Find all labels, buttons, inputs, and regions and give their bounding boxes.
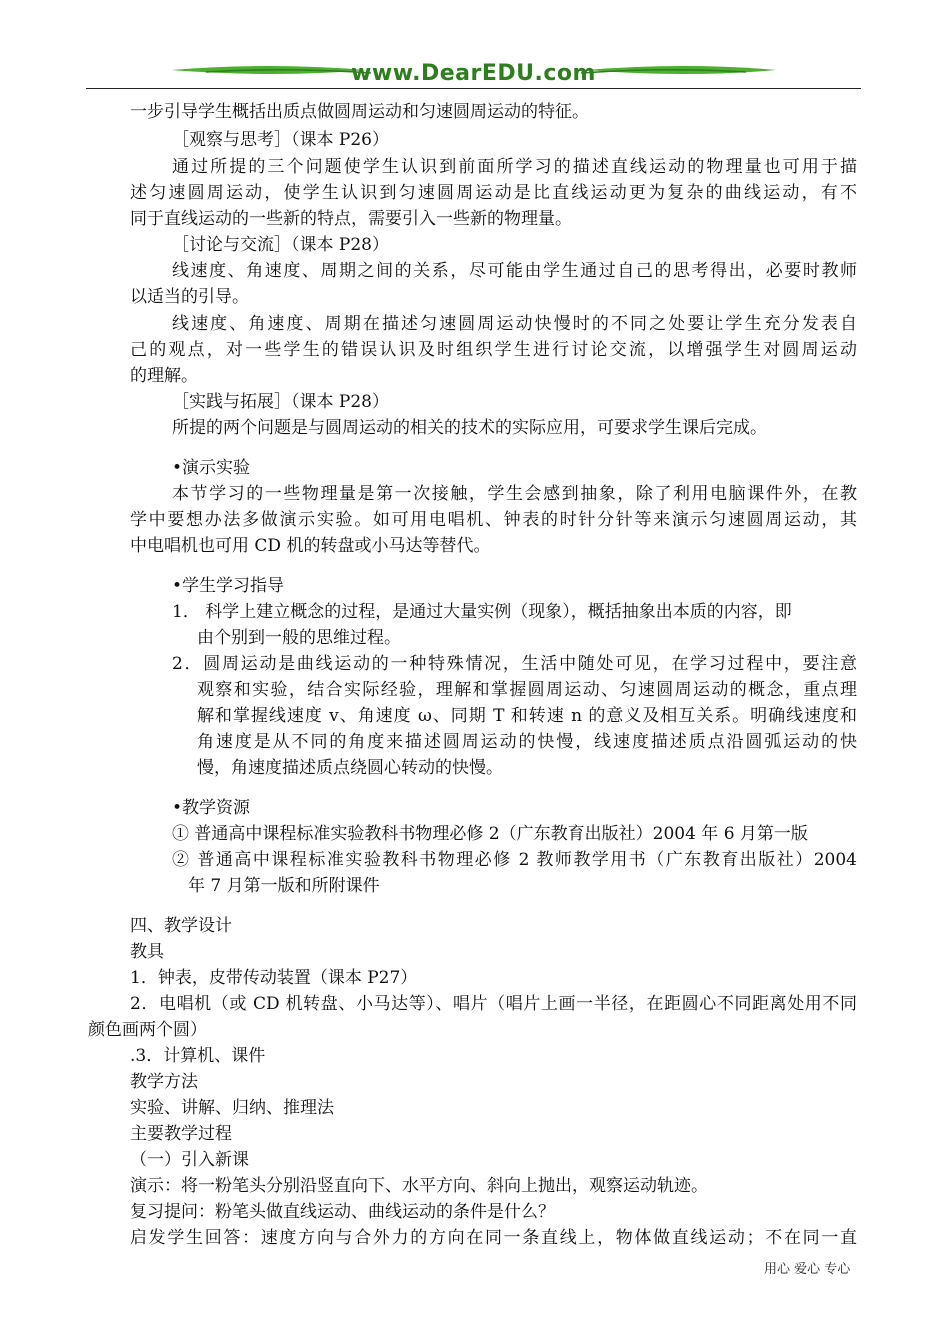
paragraph-line: 演示：将一粉笔头分别沿竖直向下、水平方向、斜向上抛出，观察运动轨迹。 [130,1176,708,1196]
bullet-heading: •学生学习指导 [172,576,285,596]
header-divider [86,88,861,89]
paragraph-line: 2．电唱机（或 CD 机转盘、小马达等）、唱片（唱片上画一半径，在距圆心不同距离处用不同 [130,994,857,1014]
bullet-heading: •演示实验 [172,458,251,478]
subheading: 主要教学过程 [130,1124,232,1144]
paragraph-line: 本节学习的一些物理量是第一次接触，学生会感到抽象，除了利用电脑课件外，在教 [172,484,857,504]
paragraph-line: 中电唱机也可用 CD 机的转盘或小马达等替代。 [130,536,491,556]
list-item-continuation: 解和掌握线速度 v、角速度 ω、同期 T 和转速 n 的意义及相互关系。明确线速度和 [197,706,857,726]
list-item-continuation: 慢，角速度描述质点绕圆心转动的快慢。 [197,758,503,778]
site-logo-text: www.DearEDU.com [351,61,596,86]
paragraph-line: 述匀速圆周运动，使学生认识到匀速圆周运动是比直线运动更为复杂的曲线运动，有不 [130,183,857,203]
paragraph-line: 通过所提的三个问题使学生认识到前面所学习的描述直线运动的物理量也可用于描 [172,157,857,177]
subheading: 教学方法 [130,1072,198,1092]
section-heading: ［观察与思考］（课本 P26） [172,130,389,150]
resource-item: ② 普通高中课程标准实验教科书物理必修 2 教师教学用书（广东教育出版社）2004 [172,850,857,870]
paragraph-line: 颜色画两个圆） [88,1020,207,1040]
paragraph-line: 以适当的引导。 [130,287,249,307]
paragraph-line: 启发学生回答：速度方向与合外力的方向在同一条直线上，物体做直线运动；不在同一直 [130,1228,857,1248]
list-item-continuation: 观察和实验，结合实际经验，理解和掌握圆周运动、匀速圆周运动的概念，重点理 [197,680,857,700]
paragraph-line: 同于直线运动的一些新的特点，需要引入一些新的物理量。 [130,209,572,229]
paragraph-line: 线速度、角速度、周期在描述匀速圆周运动快慢时的不同之处要让学生充分发表自 [172,314,857,334]
paragraph-line: 一步引导学生概括出质点做圆周运动和匀速圆周运动的特征。 [130,102,589,122]
chapter-heading: 四、教学设计 [130,916,232,936]
subheading: 教具 [130,942,164,962]
paragraph-line: 学中要想办法多做演示实验。如可用电唱机、钟表的时针分针等来演示匀速圆周运动，其 [130,510,857,530]
list-item: 1． 科学上建立概念的过程，是通过大量实例（现象），概括抽象出本质的内容，即 [172,602,792,622]
resource-item-continuation: 年 7 月第一版和所附课件 [188,876,380,896]
site-header-banner [86,58,861,90]
paragraph-line: 复习提问：粉笔头做直线运动、曲线运动的条件是什么？ [130,1202,555,1222]
resource-item: ① 普通高中课程标准实验教科书物理必修 2（广东教育出版社）2004 年 6 月第一版 [172,824,808,844]
paragraph-line: 线速度、角速度、周期之间的关系，尽可能由学生通过自己的思考得出，必要时教师 [172,261,857,281]
paragraph-line: 1．钟表，皮带传动装置（课本 P27） [130,968,418,988]
paragraph-line: 实验、讲解、归纳、推理法 [130,1098,334,1118]
list-item: 2．圆周运动是曲线运动的一种特殊情况，生活中随处可见，在学习过程中，要注意 [172,654,857,674]
section-heading: ［实践与拓展］（课本 P28） [172,392,389,412]
page-footer: 用心 爱心 专心 [764,1262,851,1277]
paragraph-line: 所提的两个问题是与圆周运动的相关的技术的实际应用，可要求学生课后完成。 [172,418,767,438]
paragraph-line: .3．计算机、课件 [130,1046,266,1066]
bullet-heading: •教学资源 [172,798,251,818]
subheading: （一）引入新课 [130,1150,249,1170]
paragraph-line: 的理解。 [130,366,198,386]
paragraph-line: 己的观点，对一些学生的错误认识及时组织学生进行讨论交流，以增强学生对圆周运动 [130,340,857,360]
list-item-continuation: 由个别到一般的思维过程。 [197,628,401,648]
list-item-continuation: 角速度是从不同的角度来描述圆周运动的快慢，线速度描述质点沿圆弧运动的快 [197,732,857,752]
section-heading: ［讨论与交流］（课本 P28） [172,235,389,255]
